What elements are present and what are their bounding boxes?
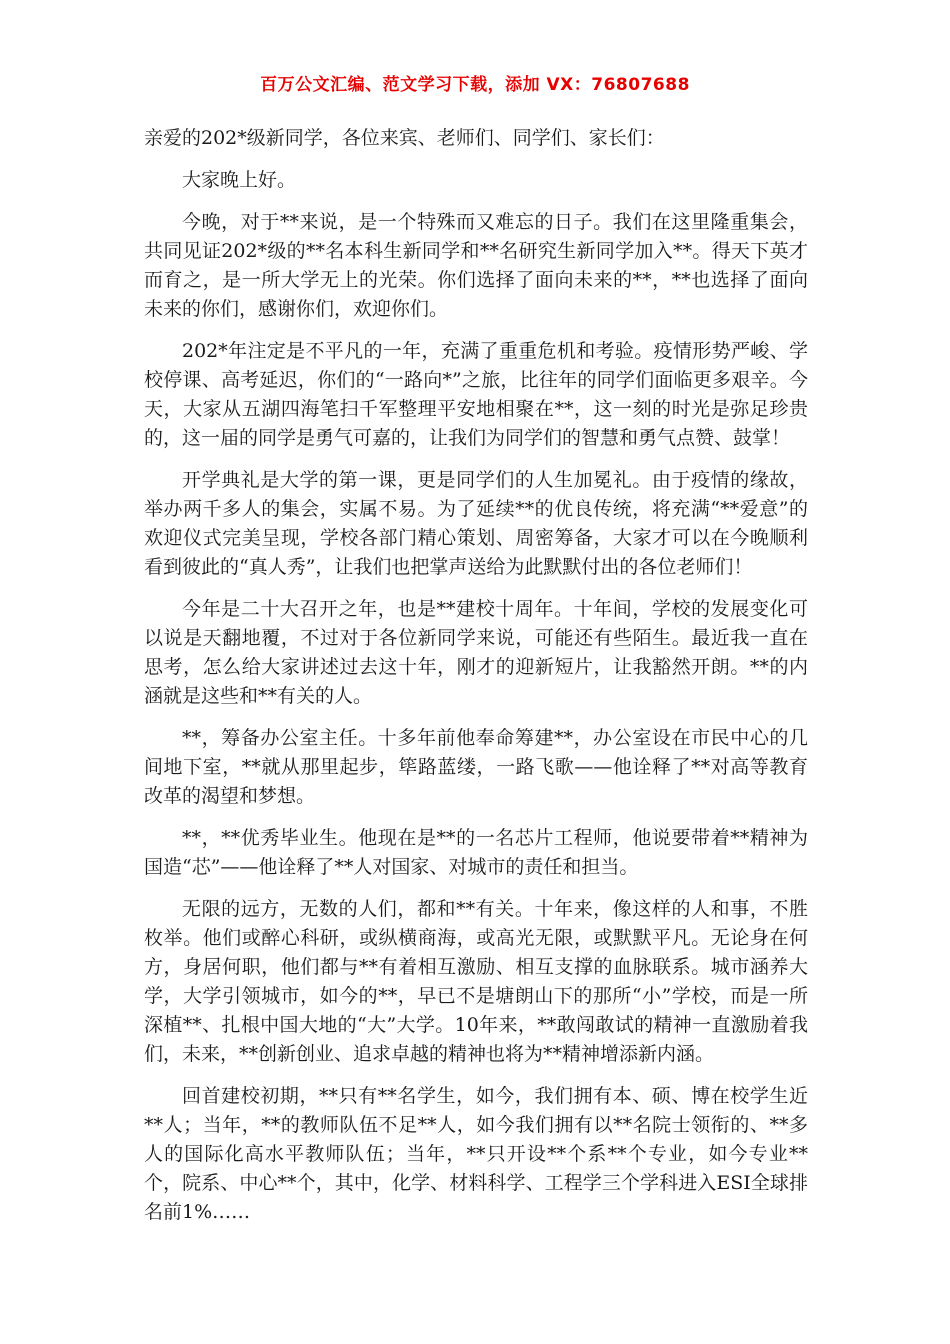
paragraph: 202*年注定是不平凡的一年，充满了重重危机和考验。疫情形势严峻、学校停课、高考延迟，你们的“一路向*”之旅，比往年的同学们面临更多艰辛。今天，大家从五湖四海笔扫千军整理平安地相聚在**，这一刻的时光是弥足珍贵的，这一届的同学是勇气可嘉的，让我们为同学们的智慧和勇气点赞、鼓掌！ bbox=[144, 340, 808, 449]
paragraph: 今晚，对于**来说，是一个特殊而又难忘的日子。我们在这里隆重集会，共同见证202*级的**名本科生新同学和**名研究生新同学加入**。得天下英才而育之，是一所大学无上的光荣。你们选择了面向未来的**，**也选择了面向未来的你们，感谢你们，欢迎你们。 bbox=[144, 211, 808, 320]
header-banner: 百万公文汇编、范文学习下载，添加 VX：76807688 bbox=[260, 75, 690, 95]
paragraph: **，筹备办公室主任。十多年前他奉命筹建**，办公室设在市民中心的几间地下室，**就从那里起步，筚路蓝缕，一路飞歌——他诠释了**对高等教育改革的渴望和梦想。 bbox=[144, 727, 808, 807]
document-body bbox=[144, 124, 808, 1240]
paragraph: 今年是二十大召开之年，也是**建校十周年。十年间，学校的发展变化可以说是天翻地覆，不过对于各位新同学来说，可能还有些陌生。最近我一直在思考，怎么给大家讲述过去这十年，刚才的迎新短片，让我豁然开朗。**的内涵就是这些和**有关的人。 bbox=[144, 598, 808, 707]
paragraph: 回首建校初期，**只有**名学生，如今，我们拥有本、硕、博在校学生近**人；当年，**的教师队伍不足**人，如今我们拥有以**名院士领衔的、**多人的国际化高水平教师队伍；当年，**只开设**个系**个专业，如今专业**个，院系、中心**个，其中，化学、材料科学、工程学三个学科进入ESI全球排名前1%…… bbox=[144, 1085, 808, 1223]
paragraph: **，**优秀毕业生。他现在是**的一名芯片工程师，他说要带着**精神为国造“芯”——他诠释了**人对国家、对城市的责任和担当。 bbox=[144, 827, 808, 878]
paragraph-greeting: 大家晚上好。 bbox=[182, 169, 297, 191]
salutation: 亲爱的202*级新同学，各位来宾、老师们、同学们、家长们： bbox=[144, 127, 665, 149]
paragraph: 无限的远方，无数的人们，都和**有关。十年来，像这样的人和事，不胜枚举。他们或醉心科研，或纵横商海，或高光无限，或默默平凡。无论身在何方，身居何职，他们都与**有着相互激励、相互支撑的血脉联系。城市涵养大学，大学引领城市，如今的**，早已不是塘朗山下的那所“小”学校，而是一所深植**、扎根中国大地的“大”大学。10年来，**敢闯敢试的精神一直激励着我们，未来，**创新创业、追求卓越的精神也将为**精神增添新内涵。 bbox=[144, 898, 808, 1065]
paragraph: 开学典礼是大学的第一课，更是同学们的人生加冕礼。由于疫情的缘故，举办两千多人的集会，实属不易。为了延续**的优良传统，将充满“**爱意”的欢迎仪式完美呈现，学校各部门精心策划、周密筹备，大家才可以在今晚顺利看到彼此的“真人秀”，让我们也把掌声送给为此默默付出的各位老师们！ bbox=[144, 469, 808, 578]
